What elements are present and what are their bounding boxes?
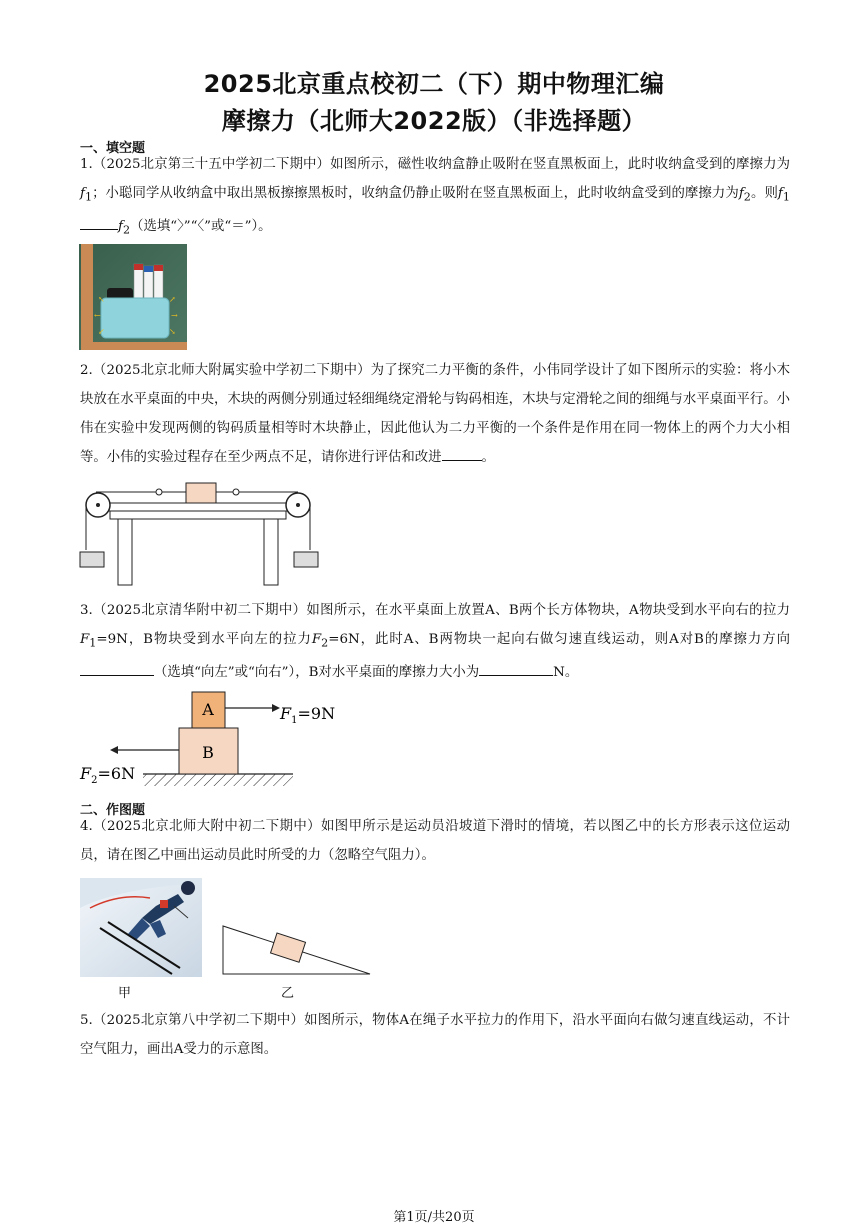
right-weight xyxy=(294,552,318,567)
F2-subscript: 2 xyxy=(91,775,98,786)
wood-ledge xyxy=(81,342,187,350)
page-footer: 第1页/共20页 xyxy=(393,1210,475,1225)
question-1 xyxy=(80,150,790,244)
left-weight xyxy=(80,552,104,567)
section-heading-drawing: 二、作图题 xyxy=(80,803,146,818)
table-leg-left xyxy=(118,519,132,585)
q2-end: 。 xyxy=(481,450,495,465)
arrow-right-upper: ↗ xyxy=(169,295,176,304)
page-title: 2025北京重点校初二（下）期中物理汇编 xyxy=(203,70,665,98)
arrow-right-middle: → xyxy=(171,311,178,320)
marker-1-cap xyxy=(134,264,143,270)
q1-f2-sub: 2 xyxy=(743,190,751,204)
ground-hatch xyxy=(143,774,293,786)
q3-text-a: 3.（2025北京清华附中初二下期中）如图所示，在水平桌面上放置A、B两个长方体物块，A物块受到水平向右的拉力 xyxy=(80,603,790,618)
table-leg-right xyxy=(264,519,278,585)
arrow-right-lower: ↘ xyxy=(169,327,176,336)
arrow-left-middle: ← xyxy=(94,311,101,320)
page-subtitle: 摩擦力（北师大2022版）（非选择题） xyxy=(221,107,647,135)
left-pulley-axle xyxy=(96,503,100,507)
question-3 xyxy=(80,596,790,687)
q3-F1-sub: 1 xyxy=(89,636,97,650)
q1-f1: f xyxy=(80,186,85,201)
F2-symbol: F xyxy=(80,764,92,783)
F1-value: =9N xyxy=(297,704,336,723)
race-bib xyxy=(160,900,168,908)
q5-text: 5.（2025北京第八中学初二下期中）如图所示，物体A在绳子水平拉力的作用下，沿水平面向右做匀速直线运动，不计空气阻力，画出A受力的示意图。 xyxy=(80,1013,790,1057)
question-5 xyxy=(80,1006,790,1064)
F1-subscript: 1 xyxy=(291,715,298,726)
q1-text-d: （选填“〉”“〈”或“＝”）。 xyxy=(130,218,272,234)
table-top xyxy=(100,503,296,511)
q4-text: 4.（2025北京北师大附中初二下期中）如图甲所示是运动员沿坡道下滑时的情境，若以图乙中的长方形表示这位运动员，请在图乙中画出运动员此时所受的力（忽略空气阻力）。 xyxy=(80,819,790,863)
table-apron xyxy=(110,511,286,519)
q1-text-a: 1.（2025北京第三十五中学初二下期中）如图所示，磁性收纳盒静止吸附在竖直黑板面上，此时收纳盒受到的摩擦力为 xyxy=(80,157,790,172)
q1-f1-sub: 1 xyxy=(84,190,93,204)
marker-3-cap xyxy=(154,265,163,271)
q1-text-c: 。则 xyxy=(750,186,778,201)
q3-friction-blank[interactable] xyxy=(479,661,553,676)
q3-F1-value: =9N，B物块受到水平向左的拉力 xyxy=(96,632,312,647)
q3-F1: F xyxy=(80,632,90,647)
figure-magnetic-box xyxy=(79,244,187,350)
wood-frame xyxy=(81,244,93,350)
figure-pulley-table xyxy=(76,478,321,590)
q2-text: 2.（2025北京北师大附属实验中学初二下期中）为了探究二力平衡的条件，小伟同学设计了如下图所示的实验：将小木块放在水平桌面的中央，木块的两侧分别通过轻细绳绕定滑轮与钩码相连，木块与定滑轮之间的细绳与水平桌面平行。小伟在实验中发现两侧的钩码质量相等时木块静止，因此他认为二力平衡的一个条件是作用在同一物体上的两个力大小相等。小伟的实验过程存在至少两点不足，请你进行评估和改进 xyxy=(80,363,790,465)
figure-blocks-ab xyxy=(76,686,346,794)
helmet xyxy=(181,881,195,895)
q3-F2-sub: 2 xyxy=(321,636,329,650)
F1-symbol: F xyxy=(280,704,292,723)
q3-F2: F xyxy=(311,632,322,647)
right-pulley-axle xyxy=(296,503,300,507)
q3-direction-blank[interactable] xyxy=(80,661,154,676)
figure-incline xyxy=(222,922,372,978)
section-heading-fill-blank: 一、填空题 xyxy=(80,141,146,156)
marker-2-cap xyxy=(144,266,153,272)
figure-skier-photo xyxy=(80,878,202,977)
q3-text-b: （选填“向左”或“向右”），B对水平桌面的摩擦力大小为 xyxy=(154,664,480,680)
left-hook-ring xyxy=(156,489,162,495)
question-2 xyxy=(80,356,790,472)
label-jia: 甲 xyxy=(118,986,132,1001)
q1-answer-blank[interactable] xyxy=(80,215,118,230)
right-hook-ring xyxy=(233,489,239,495)
q1-f2-sub-again: 2 xyxy=(122,223,131,237)
q1-f1-sub-again: 1 xyxy=(782,190,790,204)
q1-text-b: ；小聪同学从收纳盒中取出黑板擦擦黑板时，收纳盒仍静止吸附在竖直黑板面上，此时收纳盒受到的摩擦力为 xyxy=(92,186,739,201)
arrow-left-lower: ↙ xyxy=(98,327,105,336)
block-A-label: A xyxy=(202,700,214,719)
q3-F2-value: =6N，此时A、B两物块一起向右做匀速直线运动，则A对B的摩擦力方向 xyxy=(328,632,790,647)
F2-value: =6N xyxy=(97,764,136,783)
q1-f2-again: f xyxy=(118,218,123,234)
q1-f1-again: f xyxy=(777,186,783,201)
F2-arrowhead xyxy=(110,746,118,754)
q2-answer-blank[interactable] xyxy=(442,446,482,461)
question-4 xyxy=(80,812,790,870)
q1-f2: f xyxy=(738,186,744,201)
arrow-left-upper: ↖ xyxy=(98,295,105,304)
storage-box xyxy=(101,298,169,338)
F1-label xyxy=(279,704,335,726)
F1-arrowhead xyxy=(272,704,280,712)
block-B-label: B xyxy=(202,743,214,762)
label-yi: 乙 xyxy=(281,986,295,1001)
F2-label xyxy=(79,764,135,786)
q3-text-c: N。 xyxy=(553,664,579,680)
